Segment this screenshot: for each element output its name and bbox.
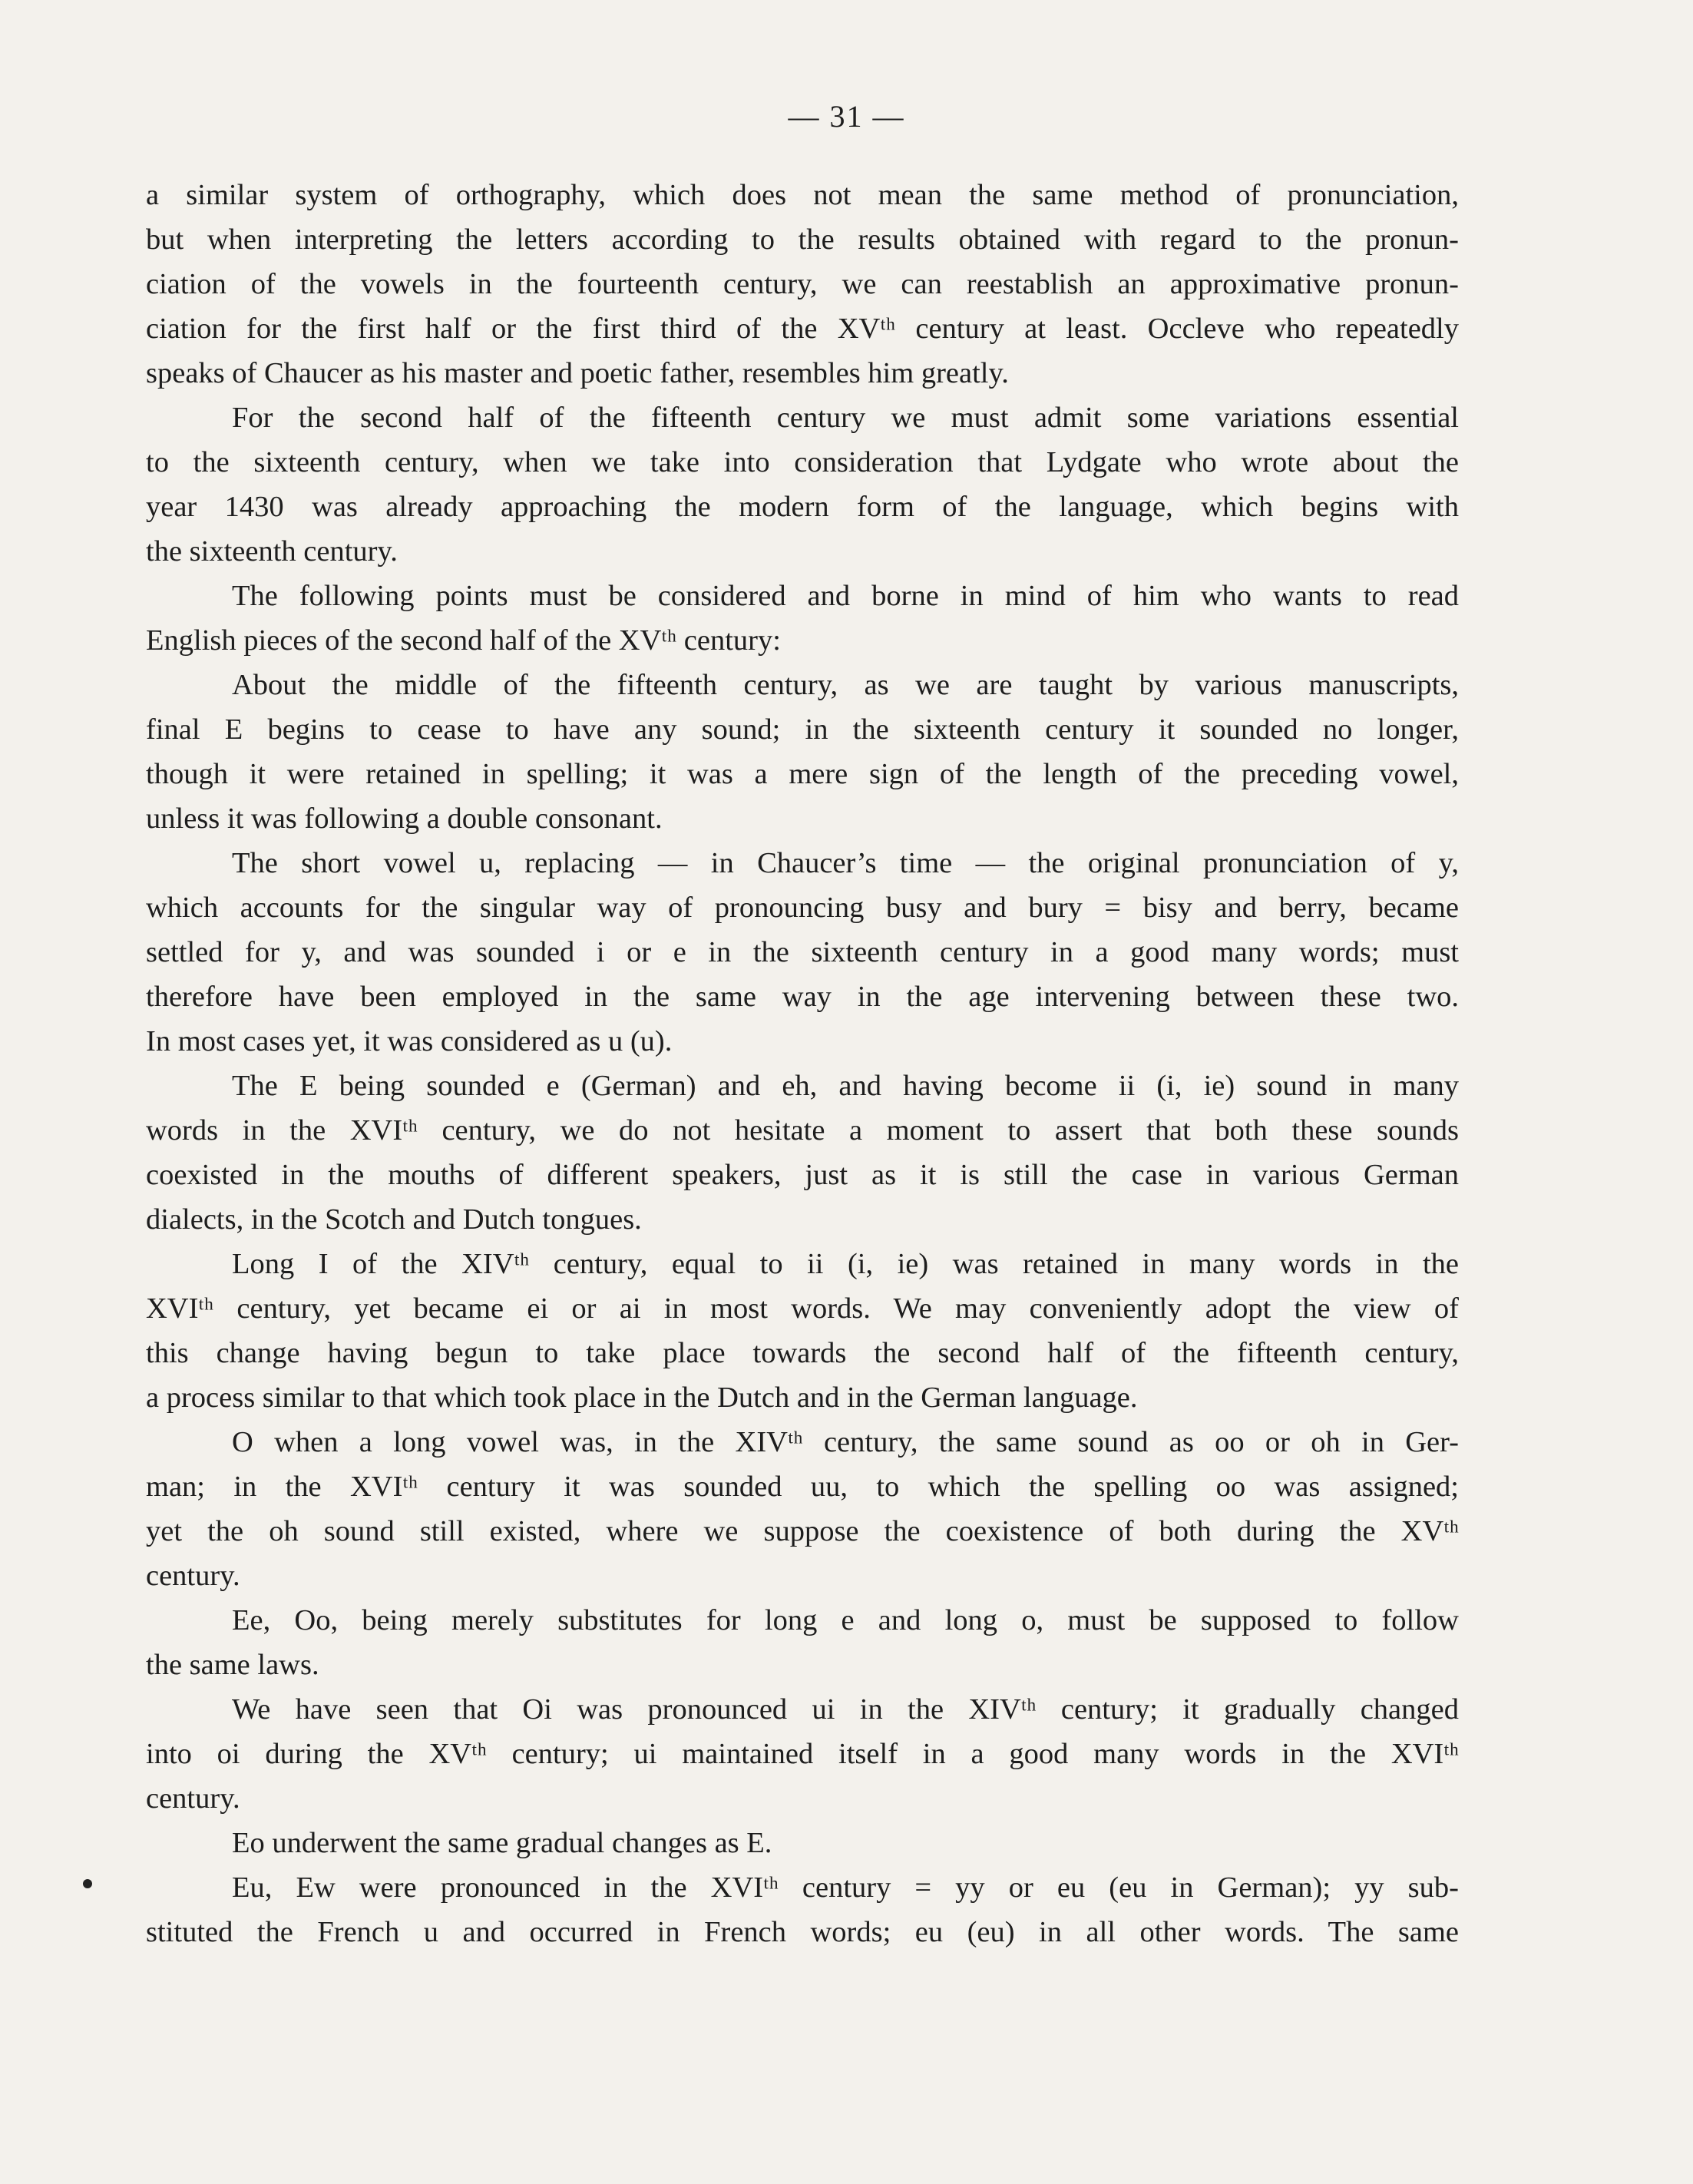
text-line: Eu, Ew were pronounced in the XVIᵗʰ century = yy or eu (eu in German); yy sub- xyxy=(232,1871,1459,1904)
text-line: which accounts for the singular way of pronouncing busy and bury = bisy and berry, became xyxy=(146,892,1459,924)
text-line: year 1430 was already approaching the modern form of the language, which begins with xyxy=(146,491,1459,523)
text-line: the sixteenth century. xyxy=(146,535,398,568)
text-line: to the sixteenth century, when we take into consideration that Lydgate who wrote about the xyxy=(146,446,1459,478)
page-number: — 31 — xyxy=(788,99,905,134)
text-line: Long I of the XIVᵗʰ century, equal to ii (i, ie) was retained in many words in the xyxy=(232,1248,1459,1280)
text-line: but when interpreting the letters according to the results obtained with regard to the pronun- xyxy=(146,223,1459,256)
body-text xyxy=(146,173,1459,1954)
text-line: The E being sounded e (German) and eh, and having become ii (i, ie) sound in many xyxy=(232,1070,1459,1102)
text-line: final E begins to cease to have any sound; in the sixteenth century it sounded no longer, xyxy=(146,713,1459,746)
text-line: We have seen that Oi was pronounced ui in the XIVᵗʰ century; it gradually changed xyxy=(232,1693,1459,1726)
text-line: this change having begun to take place towards the second half of the fifteenth century, xyxy=(146,1337,1459,1369)
text-line: English pieces of the second half of the XVᵗʰ century: xyxy=(146,624,781,657)
text-line: settled for y, and was sounded i or e in the sixteenth century in a good many words; must xyxy=(146,936,1459,968)
text-line: speaks of Chaucer as his master and poetic father, resembles him greatly. xyxy=(146,357,1009,389)
text-line: therefore have been employed in the same way in the age intervening between these two. xyxy=(146,981,1459,1013)
text-line: into oi during the XVᵗʰ century; ui maintained itself in a good many words in the XVIᵗʰ xyxy=(146,1738,1459,1770)
text-line: XVIᵗʰ century, yet became ei or ai in most words. We may conveniently adopt the view of xyxy=(146,1292,1459,1325)
text-line: century. xyxy=(146,1560,240,1592)
text-line: the same laws. xyxy=(146,1649,319,1681)
text-line: man; in the XVIᵗʰ century it was sounded uu, to which the spelling oo was assigned; xyxy=(146,1471,1459,1503)
text-line: coexisted in the mouths of different speakers, just as it is still the case in various German xyxy=(146,1159,1459,1191)
text-line: For the second half of the fifteenth century we must admit some variations essential xyxy=(232,402,1459,434)
text-line: century. xyxy=(146,1782,240,1815)
text-line: unless it was following a double consonant. xyxy=(146,802,663,835)
text-line: though it were retained in spelling; it was a mere sign of the length of the preceding vowel, xyxy=(146,758,1459,790)
text-line: ciation for the first half or the first third of the XVᵗʰ century at least. Occleve who repeatedly xyxy=(146,313,1459,345)
text-line: Eo underwent the same gradual changes as E. xyxy=(232,1827,772,1859)
text-line: O when a long vowel was, in the XIVᵗʰ century, the same sound as oo or oh in Ger- xyxy=(232,1426,1459,1458)
text-line: stituted the French u and occurred in French words; eu (eu) in all other words. The same xyxy=(146,1916,1459,1948)
text-line: ciation of the vowels in the fourteenth century, we can reestablish an approximative pronun- xyxy=(146,268,1459,300)
text-line: The following points must be considered and borne in mind of him who wants to read xyxy=(232,580,1459,612)
text-line: Ee, Oo, being merely substitutes for long e and long o, must be supposed to follow xyxy=(232,1604,1459,1636)
text-line: words in the XVIᵗʰ century, we do not hesitate a moment to assert that both these sounds xyxy=(146,1114,1459,1147)
text-line: dialects, in the Scotch and Dutch tongues. xyxy=(146,1203,642,1236)
text-line: yet the oh sound still existed, where we suppose the coexistence of both during the XVᵗʰ xyxy=(146,1515,1459,1547)
text-line: About the middle of the fifteenth century, as we are taught by various manuscripts, xyxy=(232,669,1459,701)
text-line: In most cases yet, it was considered as u (u). xyxy=(146,1025,673,1057)
text-line: The short vowel u, replacing — in Chaucer’s time — the original pronunciation of y, xyxy=(232,847,1459,879)
margin-mark xyxy=(83,1879,92,1888)
text-line: a similar system of orthography, which does not mean the same method of pronunciation, xyxy=(146,179,1459,211)
text-line: a process similar to that which took place in the Dutch and in the German language. xyxy=(146,1382,1138,1414)
